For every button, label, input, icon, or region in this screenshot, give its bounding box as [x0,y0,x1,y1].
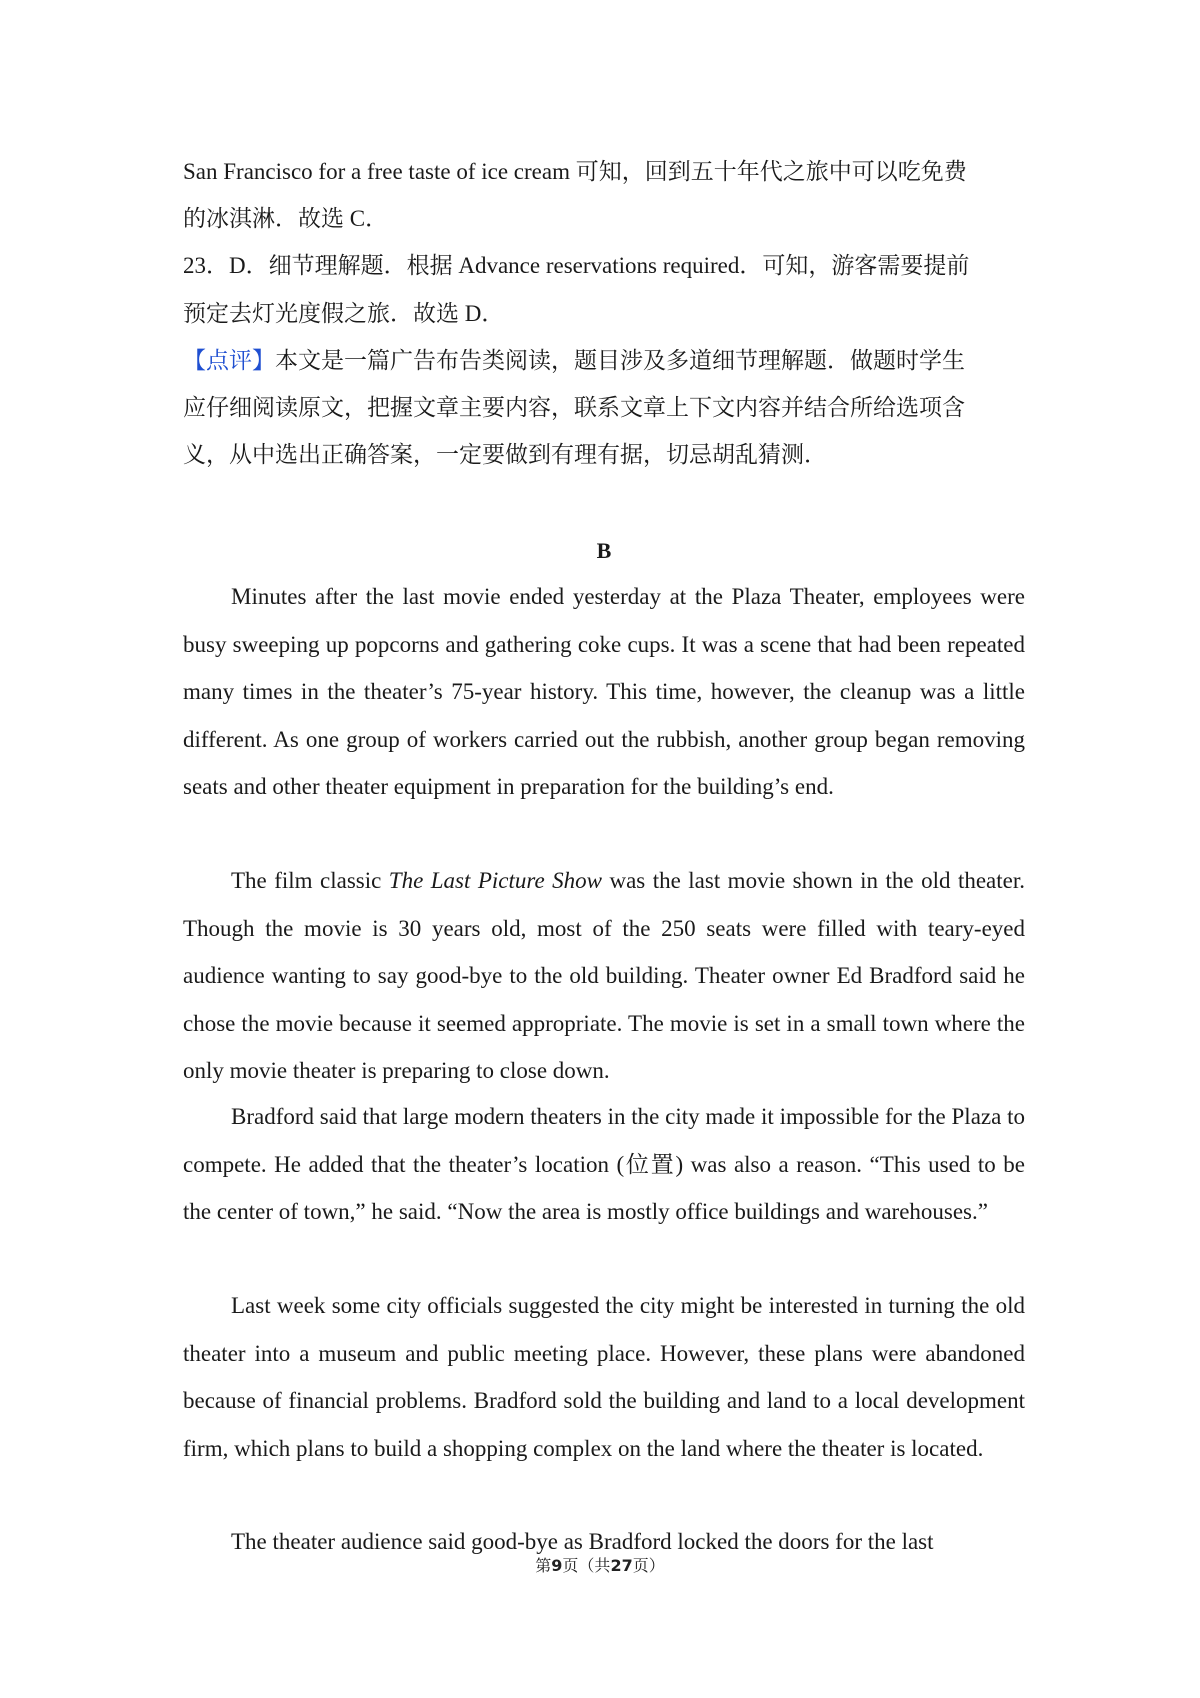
comment-tag: 【点评】 [183,348,275,373]
paragraph-5: The theater audience said good-bye as Bradford locked the doors for the last [231,1529,934,1554]
comment-line-1 [183,337,1025,385]
section-title: B [596,538,612,563]
footer-mid: 页（共 [562,1556,611,1575]
film-title: The Last Picture Show [388,868,603,893]
comment-line-2: 应仔细阅读原文，把握文章主要内容，联系文章上下文内容并结合所给选项含 [183,395,965,420]
text-line-1: San Francisco for a free taste of ice cream 可知，回到五十年代之旅中可以吃免费 [183,159,967,184]
paragraph-3: Bradford said that large modern theaters in the city made it impossible for the Plaza to compete. He added that the theater’s location (位置) was also a reason. “This used to be the center of town,” he said. “Now the area is mostly office buildings and warehouses.” [183,1104,1025,1224]
answer-23-line-2: 预定去灯光度假之旅．故选 D． [183,301,505,326]
paragraph-4: Last week some city officials suggested the city might be interested in turning the old theater into a museum and public meeting place. However, these plans were abandoned because of financial problems. Bradford sold the building and land to a local development firm, which plans to build a shopping complex on the land where the theater is located. [183,1293,1025,1461]
footer-total-pages: 27 [610,1556,633,1575]
footer-suffix: 页） [632,1556,665,1575]
paragraph-2-start: The film classic [231,868,389,893]
page-footer [0,1555,1200,1577]
comment-text-1: 本文是一篇广告布告类阅读，题目涉及多道细节理解题．做题时学生 [275,348,965,373]
footer-page-number: 9 [551,1556,563,1575]
comment-line-3: 义，从中选出正确答案，一定要做到有理有据，切忌胡乱猜测． [183,442,827,467]
footer-prefix: 第 [535,1556,552,1575]
paragraph-1: Minutes after the last movie ended yesterday at the Plaza Theater, employees were busy sweeping up popcorns and gathering coke cups. It was a scene that had been repeated many times in the theater’s 75-year history. This time, however, the cleanup was a little different. As one group of workers carried out the rubbish, another group began removing seats and other theater equipment in preparation for the building’s end. [183,584,1025,799]
answer-23-line-1: 23．D．细节理解题．根据 Advance reservations required．可知，游客需要提前 [183,253,970,278]
text-line-2: 的冰淇淋．故选 C． [183,206,389,231]
paragraph-2-rest: was the last movie shown in the old theater. Though the movie is 30 years old, most of the 250 seats were filled with teary-eyed audience wanting to say good-bye to the old building. Theater owner Ed Bradford said he chose the movie because it seemed appropriate. The movie is set in a small town where the only movie theater is preparing to close down. [183,868,1025,1083]
paragraph-2 [183,857,1025,1095]
